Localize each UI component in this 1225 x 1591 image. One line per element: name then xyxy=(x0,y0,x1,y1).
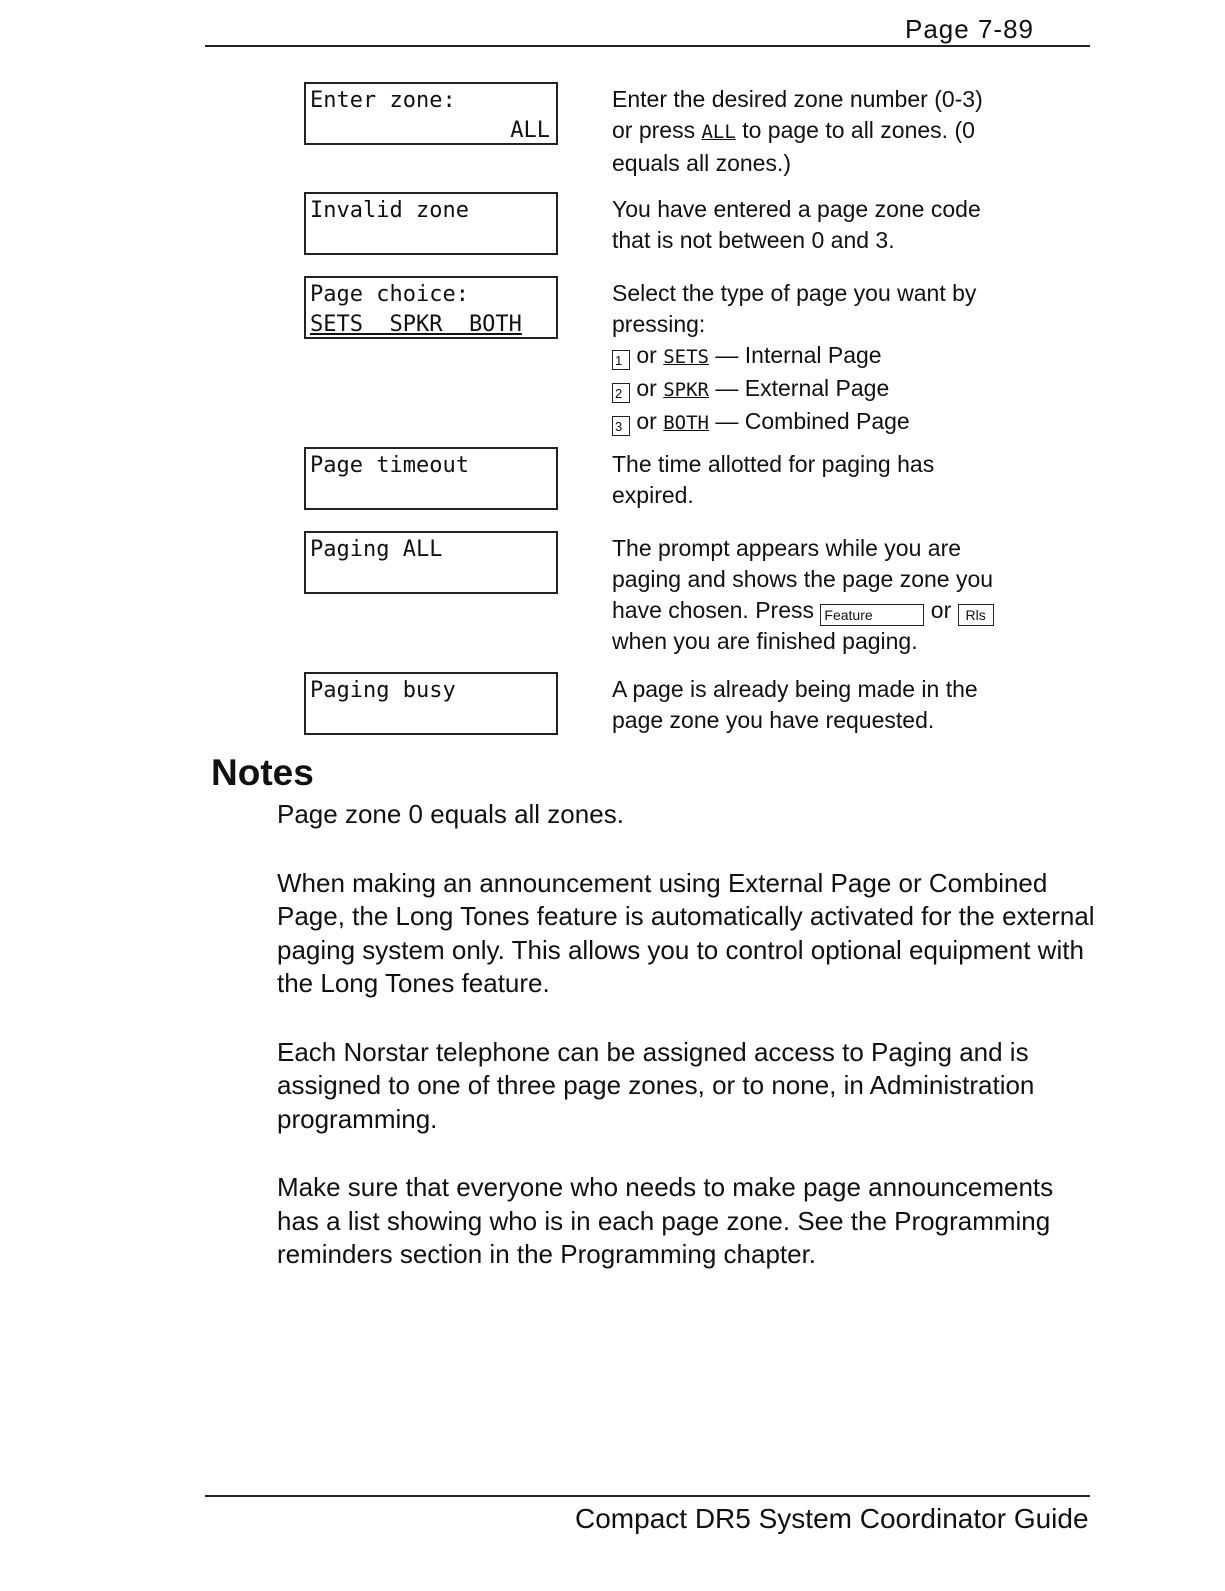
page-number: Page 7-89 xyxy=(905,14,1034,44)
option-external-page: 2 or SPKR — External Page xyxy=(612,373,1052,406)
note-paragraph: Page zone 0 equals all zones. xyxy=(277,799,624,829)
header-rule xyxy=(205,45,1090,47)
lcd-line1: Paging ALL xyxy=(310,537,443,562)
lcd-line1: Page choice: xyxy=(310,282,469,307)
feature-key-icon: Feature xyxy=(820,604,924,626)
lcd-display-paging-all xyxy=(304,531,558,594)
softkey-all: ALL xyxy=(701,121,736,143)
lcd-line1: Invalid zone xyxy=(310,198,469,223)
description-paging-busy: A page is already being made in the page zone you have requested. xyxy=(612,676,978,733)
release-key-icon: Rls xyxy=(958,604,994,626)
notes-heading: Notes xyxy=(211,752,314,793)
notes-body xyxy=(277,798,1097,1307)
lcd-line1: Enter zone: xyxy=(310,88,456,113)
note-paragraph: Each Norstar telephone can be assigned access to Paging and is assigned to one of three page zones, or to none, in Administration programming. xyxy=(277,1036,1035,1134)
lcd-softkeys: SETS SPKR BOTH xyxy=(310,312,522,337)
lcd-line1: Page timeout xyxy=(310,453,469,478)
lcd-display-page-choice xyxy=(304,276,558,339)
description-enter-zone: Enter the desired zone number (0-3) or press ALL to page to all zones. (0 equals all zones.) xyxy=(612,86,983,176)
lcd-display-invalid-zone xyxy=(304,192,558,255)
lcd-display-paging-busy xyxy=(304,672,558,735)
lcd-line1: Paging busy xyxy=(310,678,456,703)
description-paging-all: The prompt appears while you are paging and shows the page zone you have chosen. Press Feature or Rls when you are finished paging. xyxy=(612,535,994,654)
footer-title: Compact DR5 System Coordinator Guide xyxy=(575,1503,1089,1534)
note-paragraph: When making an announcement using External Page or Combined Page, the Long Tones feature is automatically activated for the external paging system only. This allows you to control optional equipment with the Long Tones feature. xyxy=(277,867,1095,998)
lcd-display-page-timeout xyxy=(304,447,558,510)
note-paragraph: Make sure that everyone who needs to make page announcements has a list showing who is in each page zone. See the Programming reminders section in the Programming chapter. xyxy=(277,1172,1054,1269)
dialpad-key-icon: 3 xyxy=(612,416,630,436)
description-page-choice: Select the type of page you want by pressing: 1 or SETS — Internal Page 2 or SPKR — External Page 3 or BOTH — Combined Page xyxy=(612,278,1052,439)
description-page-timeout: The time allotted for paging has expired. xyxy=(612,451,935,508)
lcd-softkey-all: ALL xyxy=(510,118,550,143)
lcd-display-enter-zone xyxy=(304,82,558,145)
option-internal-page: 1 or SETS — Internal Page xyxy=(612,340,1052,373)
dialpad-key-icon: 1 xyxy=(612,350,630,370)
dialpad-key-icon: 2 xyxy=(612,383,630,403)
option-combined-page: 3 or BOTH — Combined Page xyxy=(612,406,1052,439)
footer-rule xyxy=(205,1495,1090,1497)
description-invalid-zone: You have entered a page zone code that is not between 0 and 3. xyxy=(612,196,981,253)
